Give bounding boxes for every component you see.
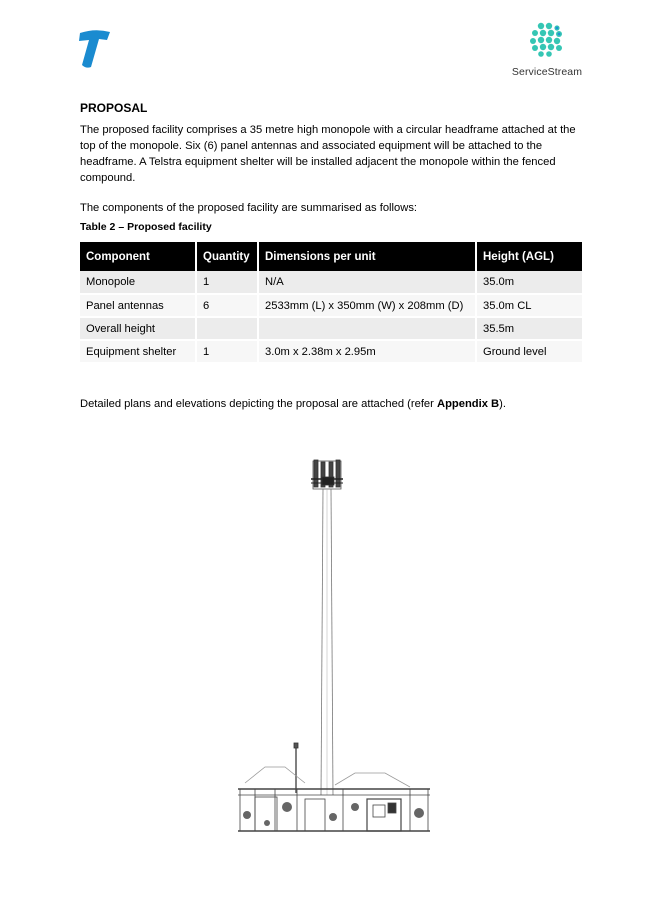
col-header-quantity: Quantity [196, 242, 258, 271]
col-header-dimensions: Dimensions per unit [258, 242, 476, 271]
cell-component: Overall height [80, 317, 196, 340]
cell-dimensions [258, 317, 476, 340]
headframe-antennas-icon [311, 460, 343, 489]
appendix-link-text: Appendix B [436, 398, 500, 410]
telstra-logo-icon [76, 27, 114, 69]
summary-paragraph: The components of the proposed facility are summarised as follows: [80, 202, 418, 214]
table-caption: Table 2 – Proposed facility [80, 221, 212, 233]
table-header-row [80, 242, 582, 271]
servicestream-logo-text: ServiceStream [511, 66, 583, 78]
cell-quantity: 1 [196, 271, 258, 294]
appendix-text-suffix: ). [499, 398, 506, 410]
cell-quantity: 6 [196, 294, 258, 317]
cell-quantity: 1 [196, 340, 258, 363]
cell-component: Panel antennas [80, 294, 196, 317]
proposed-facility-table [80, 242, 582, 364]
cell-height: 35.0m CL [476, 294, 582, 317]
monopole-mast-icon [321, 489, 333, 795]
servicestream-logo [506, 20, 588, 80]
cell-dimensions: 2533mm (L) x 350mm (W) x 208mm (D) [258, 294, 476, 317]
cell-quantity [196, 317, 258, 340]
col-header-height: Height (AGL) [476, 242, 582, 271]
table-row [80, 294, 582, 317]
appendix-paragraph [80, 396, 585, 412]
section-heading: PROPOSAL [80, 101, 148, 115]
cell-dimensions: N/A [258, 271, 476, 294]
col-header-component: Component [80, 242, 196, 271]
appendix-text-prefix: Detailed plans and elevations depicting the proposal are attached (refer [80, 398, 437, 410]
table-row [80, 271, 582, 294]
cell-height: 35.0m [476, 271, 582, 294]
cell-height: 35.5m [476, 317, 582, 340]
table-row [80, 317, 582, 340]
cell-height: Ground level [476, 340, 582, 363]
intro-paragraph: The proposed facility comprises a 35 metre high monopole with a circular headframe attached at the top of the monopole. Six (6) panel antennas and associated equipment will be attached to the headframe. A Telstra equipment shelter will be installed adjacent the monopole within the fenced compound. [80, 124, 576, 184]
cell-dimensions: 3.0m x 2.38m x 2.95m [258, 340, 476, 363]
cell-component: Monopole [80, 271, 196, 294]
servicestream-dots-icon [527, 20, 567, 60]
cell-component: Equipment shelter [80, 340, 196, 363]
monopole-elevation-drawing [235, 455, 435, 835]
table-row [80, 340, 582, 363]
